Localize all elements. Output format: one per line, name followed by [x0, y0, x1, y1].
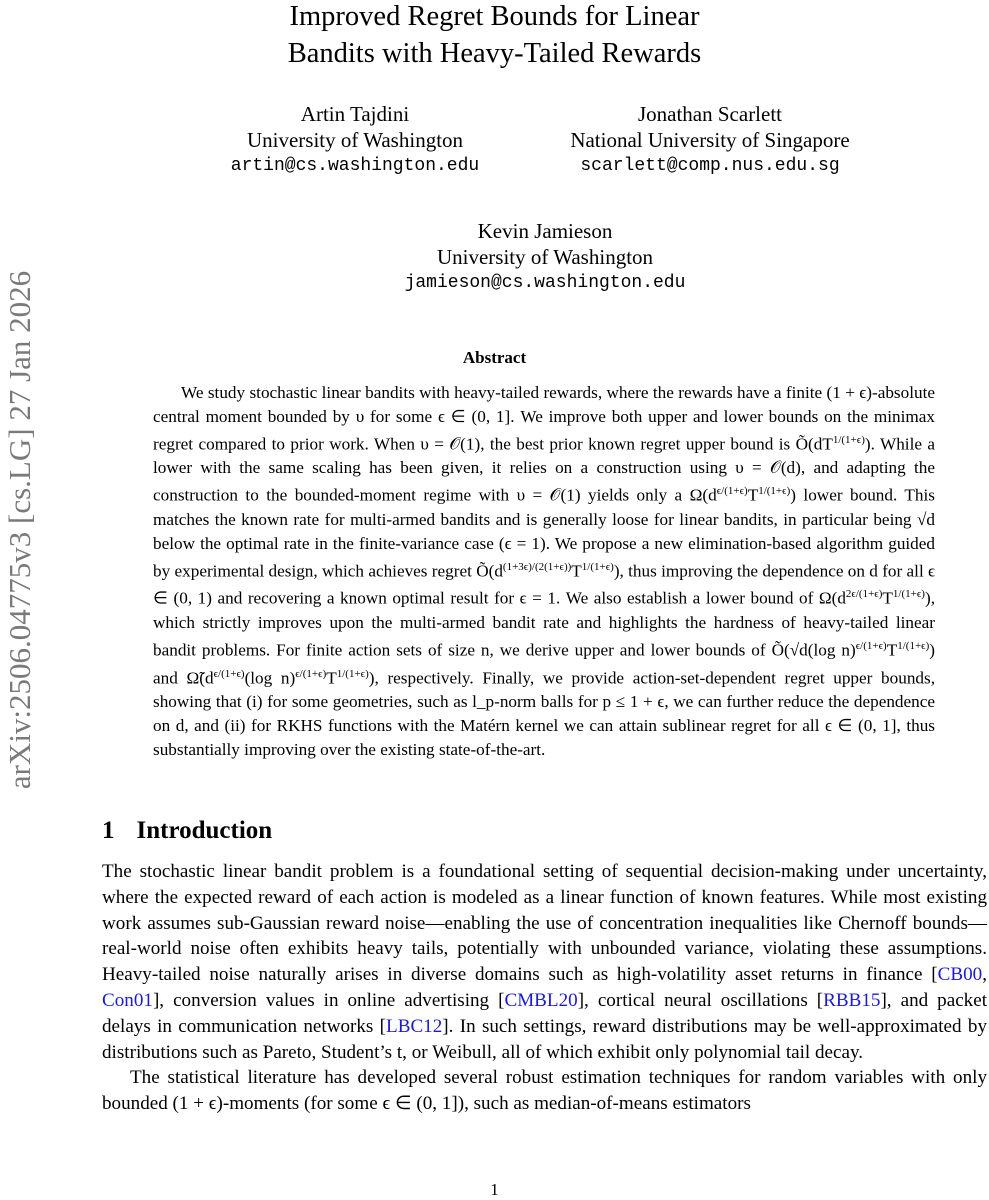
- author-email[interactable]: scarlett@comp.nus.edu.sg: [580, 156, 840, 176]
- author-2: [540, 101, 880, 179]
- author-email[interactable]: jamieson@cs.washington.edu: [404, 273, 686, 293]
- author-affiliation: National University of Singapore: [570, 128, 850, 152]
- author-name: Artin Tajdini: [300, 102, 410, 126]
- page-number: 1: [490, 1180, 499, 1199]
- author-affiliation: University of Washington: [246, 128, 464, 152]
- citation-link[interactable]: CB00: [937, 964, 983, 986]
- abstract-body: [153, 381, 935, 762]
- intro-paragraph-1: The stochastic linear bandit problem is a foundational setting of sequential decision-making under uncertainty, where the expected reward of each action is modeled as a linear function of known features. While most existing work assumes sub-Gaussian reward noise—enabling the use of concentration inequalities like Chernoff bounds—real-world noise often exhibits heavy tails, potentially with unbounded variance, violating these assumptions. Heavy-tailed noise naturally arises in diverse domains such as high-volatility asset returns in finance [CB00, Con01], conversion values in online advertising [CMBL20], cortical neural oscillations [RBB15], and packet delays in communication networks [LBC12]. In such settings, reward distributions may be well-approximated by distributions such as Pareto, Student’s t, or Weibull, all of which exhibit only polynomial tail decay.: [102, 861, 987, 1063]
- author-email[interactable]: artin@cs.washington.edu: [230, 156, 480, 176]
- citation-link[interactable]: Con01: [102, 989, 153, 1011]
- author-3: [380, 218, 710, 296]
- author-name: Jonathan Scarlett: [637, 102, 783, 126]
- abstract-heading: Abstract: [462, 348, 527, 367]
- title-line-1: Improved Regret Bounds for Linear: [289, 1, 700, 32]
- arxiv-stamp: [0, 200, 40, 860]
- title-line-2: Bandits with Heavy-Tailed Rewards: [287, 38, 702, 69]
- citation-link[interactable]: CMBL20: [504, 989, 578, 1011]
- citation-link[interactable]: RBB15: [823, 989, 881, 1011]
- section-title: Introduction: [136, 817, 273, 844]
- paper-title: [0, 0, 989, 72]
- section-number: 1: [102, 817, 115, 844]
- abstract-paragraph: We study stochastic linear bandits with heavy-tailed rewards, where the rewards have a finite (1 + ϵ)-absolute central moment bounded by υ for some ϵ ∈ (0, 1]. We improve both upper and lower bounds on the minimax regret compared to prior work. When υ = 𝒪(1), the best prior known regret upper bound is $Õ(dT^{1/(1+\epsilon)})$. While a lower with the same scaling has been given, it relies on a construction using υ = 𝒪(d), and adapting the construction to the bounded-moment regime with υ = 𝒪(1) yields only a $\Omega(d^{\epsilon/(1+\epsilon)}T^{1/(1+\epsilon)})$ lower bound. This matches the known rate for multi-armed bandits and is generally loose for linear bandits, in particular being √d below the optimal rate in the finite-variance case (ϵ = 1). We propose a new elimination-based algorithm guided by experimental design, which achieves regret $Õ(d^{(1+3\epsilon)/(2(1+\epsilon))}T^{1/(1+\epsilon)})$, thus improving the dependence on d for all ϵ ∈ (0, 1) and recovering a known optimal result for ϵ = 1. We also establish a lower bound of $\Omega(d^{2\epsilon/(1+\epsilon)}T^{1/(1+\epsilon)})$, which strictly improves upon the multi-armed bandit rate and highlights the hardness of heavy-tailed linear bandit problems. For finite action sets of size n, we derive upper and lower bounds of Õ(√d(log $n)^{\epsilon/(1+\epsilon)}T^{1/(1+\epsilon)}$) and $\Omegã(d^{\epsilon/(1+\epsilon)}(\log$ $n)^{\epsilon/(1+\epsilon)}T^{1/(1+\epsilon)}$), respectively. Finally, we provide action-set-dependent regret upper bounds, showing that (i) for some geometries, such as l_p-norm balls for p ≤ 1 + ϵ, we can further reduce the dependence on d, and (ii) for RKHS functions with the Matérn kernel we can attain sublinear regret for all ϵ ∈ (0, 1], thus substantially improving over the existing state-of-the-art.: [153, 383, 936, 760]
- section-heading-introduction: [102, 817, 272, 845]
- intro-paragraph-2: The statistical literature has developed several robust estimation techniques for random variables with only bounded (1 + ϵ)-moments (for some ϵ ∈ (0, 1]), such as median-of-means estimators: [102, 1067, 987, 1115]
- introduction-body: [102, 859, 987, 1117]
- citation-link[interactable]: LBC12: [386, 1015, 443, 1037]
- arxiv-stamp-text: arXiv:2506.04775v3 [cs.LG] 27 Jan 2026: [2, 270, 37, 790]
- author-affiliation: University of Washington: [436, 245, 654, 269]
- author-name: Kevin Jamieson: [477, 219, 613, 243]
- author-1: [200, 101, 510, 179]
